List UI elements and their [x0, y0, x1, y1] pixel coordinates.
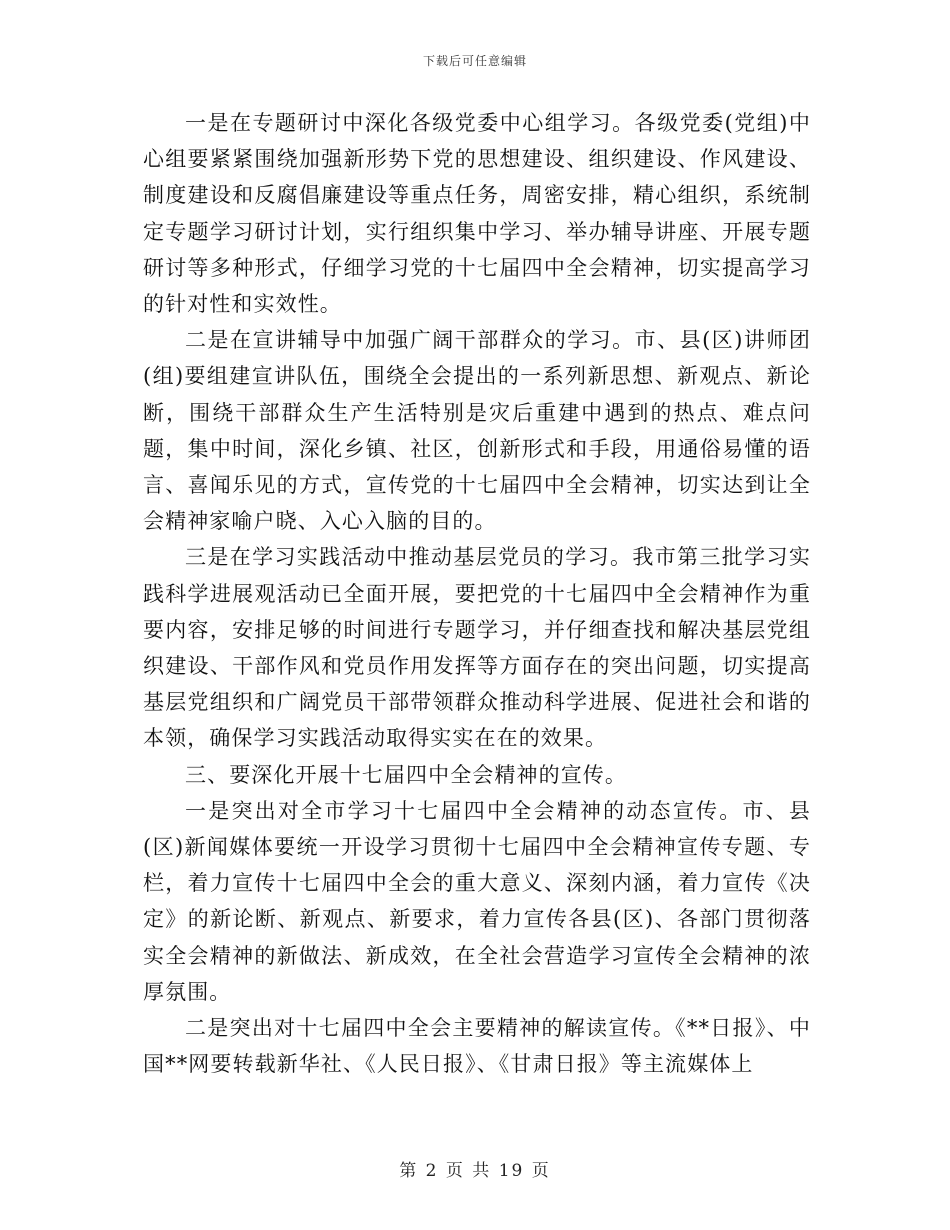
- paragraph-5: 二是突出对十七届四中全会主要精神的解读宣传。《**日报》、中国**网要转载新华社、《人民日报》、《甘肃日报》等主流媒体上: [143, 1016, 811, 1077]
- section-heading: 三、要深化开展十七届四中全会精神的宣传。: [185, 762, 627, 787]
- paragraph-3: 三是在学习实践活动中推动基层党员的学习。我市第三批学习实践科学进展观活动已全面开展，要把党的十七届四中全会精神作为重要内容，安排足够的时间进行专题学习，并仔细查找和解决基层党组织建设、干部作风和党员作用发挥等方面存在的突出问题，切实提高基层党组织和广阔党员干部带领群众推动科学进展、促进社会和谐的本领，确保学习实践活动取得实实在在的效果。: [143, 545, 811, 751]
- paragraph-1: 一是在专题研讨中深化各级党委中心组学习。各级党委(党组)中心组要紧紧围绕加强新形势下党的思想建设、组织建设、作风建设、制度建设和反腐倡廉建设等重点任务，周密安排，精心组织，系统制定专题学习研讨计划，实行组织集中学习、举办辅导讲座、开展专题研讨等多种形式，仔细学习党的十七届四中全会精神，切实提高学习的针对性和实效性。: [143, 111, 811, 317]
- document-body: [143, 105, 811, 1082]
- paragraph-4: 一是突出对全市学习十七届四中全会精神的动态宣传。市、县(区)新闻媒体要统一开设学习贯彻十七届四中全会精神宣传专题、专栏，着力宣传十七届四中全会的重大意义、深刻内涵，着力宣传《决定》的新论断、新观点、新要求，着力宣传各县(区)、各部门贯彻落实全会精神的新做法、新成效，在全社会营造学习宣传全会精神的浓厚氛围。: [143, 798, 811, 1004]
- page-number-footer: 第 2 页 共 19 页: [399, 1161, 551, 1181]
- paragraph-2: 二是在宣讲辅导中加强广阔干部群众的学习。市、县(区)讲师团(组)要组建宣讲队伍，围绕全会提出的一系列新思想、新观点、新论断，围绕干部群众生产生活特别是灾后重建中遇到的热点、难点问题，集中时间，深化乡镇、社区，创新形式和手段，用通俗易懂的语言、喜闻乐见的方式，宣传党的十七届四中全会精神，切实达到让全会精神家喻户晓、入心入脑的目的。: [143, 328, 811, 534]
- page-header: 下载后可任意编辑: [422, 54, 527, 68]
